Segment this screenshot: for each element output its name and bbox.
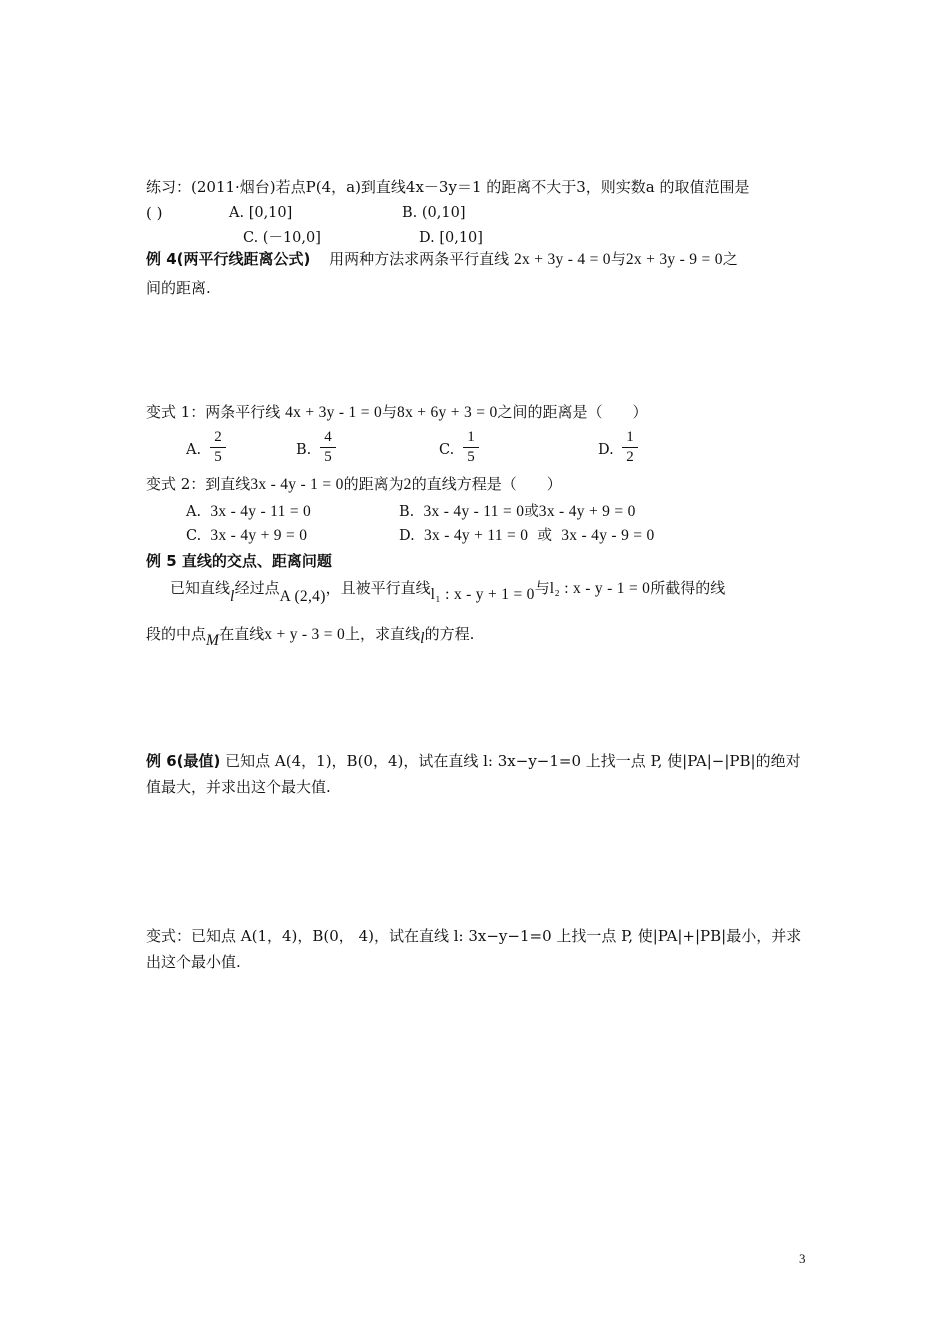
variant-1-option-d-fraction <box>622 429 638 466</box>
example-4-line2: 间的距离. <box>146 279 211 297</box>
practice-option-c: C. (－10,0] <box>243 230 321 246</box>
fraction-numerator: 4 <box>324 429 332 445</box>
variant-1-option-d-label: D. <box>598 442 614 458</box>
example-6-line2: 值最大，并求出这个最大值. <box>146 778 331 796</box>
practice-option-d: D. [0,10] <box>419 230 483 246</box>
example-5-line1: 已知直线l经过点A (2,4)，且被平行直线l₁ : x - y + 1 = 0与l₂ : x - y - 1 = 0所截得的线 <box>170 579 726 605</box>
variant-3-line2: 出这个最小值. <box>146 953 241 971</box>
fraction-numerator: 1 <box>467 429 475 445</box>
practice-question: 练习：(2011·烟台)若点P(4，a)到直线4x－3y＝1 的距离不大于3，则实数a 的取值范围是 <box>146 178 750 196</box>
example-4-conj: 与 <box>610 250 626 268</box>
variant-1-option-b-label: B. <box>296 442 312 458</box>
variant-1-option-a-label: A. <box>186 442 202 458</box>
line-l: l <box>230 588 235 605</box>
example-6-label: 例 6(最值) <box>146 752 221 770</box>
variant-1-option-a-fraction <box>210 429 226 466</box>
variant-2-mid: 的距离为 <box>343 475 404 493</box>
fraction-numerator: 1 <box>626 429 634 445</box>
variant-3-line1: 变式：已知点 A(1，4)，B(0， 4)，试在直线 l: 3x−y−1=0 上找一点 P, 使|PA|+|PB|最小，并求 <box>146 927 802 945</box>
practice-paren: ( ) <box>146 204 163 222</box>
fraction-denominator: 5 <box>324 449 332 465</box>
variant-2-option-b: B. 3x - 4y - 11 = 0或3x - 4y + 9 = 0 <box>399 503 636 520</box>
example-4-eq2: 2x + 3y - 9 = 0 <box>625 251 723 268</box>
midpoint-m: M <box>206 632 220 649</box>
example-4-line1 <box>146 249 738 270</box>
variant-2-option-c: C. 3x - 4y + 9 = 0 <box>186 527 308 544</box>
variant-2-distance: 2 <box>403 476 412 493</box>
fraction-numerator: 2 <box>214 429 222 445</box>
variant-2-question <box>146 474 562 495</box>
line-l1: l₁ : x - y + 1 = 0 <box>430 586 535 603</box>
variant-1-option-b-fraction <box>320 429 336 466</box>
variant-2-option-d: D. 3x - 4y + 11 = 0 或 3x - 4y - 9 = 0 <box>399 527 655 544</box>
practice-option-b: B. (0,10] <box>402 205 466 221</box>
example-5-label: 例 5 直线的交点、距离问题 <box>146 552 332 570</box>
variant-1-option-c-label: C. <box>439 442 455 458</box>
variant-2-suffix: 的直线方程是（ ） <box>411 475 562 493</box>
example-6-text: 已知点 A(4，1)，B(0，4)，试在直线 l: 3x−y−1=0 上找一点 P, 使|PA|−|PB|的绝对 <box>225 752 801 770</box>
point-a: A (2,4) <box>279 588 326 605</box>
variant-1-conj: 与 <box>382 403 398 421</box>
example-4-tail: 之 <box>722 250 738 268</box>
variant-1-question <box>146 402 648 423</box>
variant-1-suffix: 之间的距离是（ ） <box>497 403 648 421</box>
page-number: 3 <box>799 1251 806 1266</box>
variant-1-option-c-fraction <box>463 429 479 466</box>
example-6-line1 <box>146 751 801 771</box>
variant-2-prefix: 变式 2：到直线 <box>146 475 251 493</box>
variant-1-eq2: 8x + 6y + 3 = 0 <box>397 404 498 421</box>
fraction-denominator: 2 <box>626 449 634 465</box>
variant-2-eq: 3x - 4y - 1 = 0 <box>250 476 344 493</box>
example-4-text: 用两种方法求两条平行直线 <box>329 250 510 268</box>
line-l2: l₂ : x - y - 1 = 0 <box>549 580 651 597</box>
example-4-label: 例 4(两平行线距离公式) <box>146 250 311 268</box>
variant-1-eq1: 4x + 3y - 1 = 0 <box>285 404 382 421</box>
fraction-denominator: 5 <box>214 449 222 465</box>
variant-1-prefix: 变式 1：两条平行线 <box>146 403 281 421</box>
example-5-line2: 段的中点M在直线x + y - 3 = 0上，求直线l的方程. <box>146 625 475 649</box>
example-5-eq: x + y - 3 = 0 <box>264 626 346 643</box>
practice-option-a: A. [0,10] <box>229 205 293 221</box>
fraction-denominator: 5 <box>467 449 475 465</box>
example-4-eq1: 2x + 3y - 4 = 0 <box>513 251 611 268</box>
variant-2-option-a: A. 3x - 4y - 11 = 0 <box>186 503 312 520</box>
